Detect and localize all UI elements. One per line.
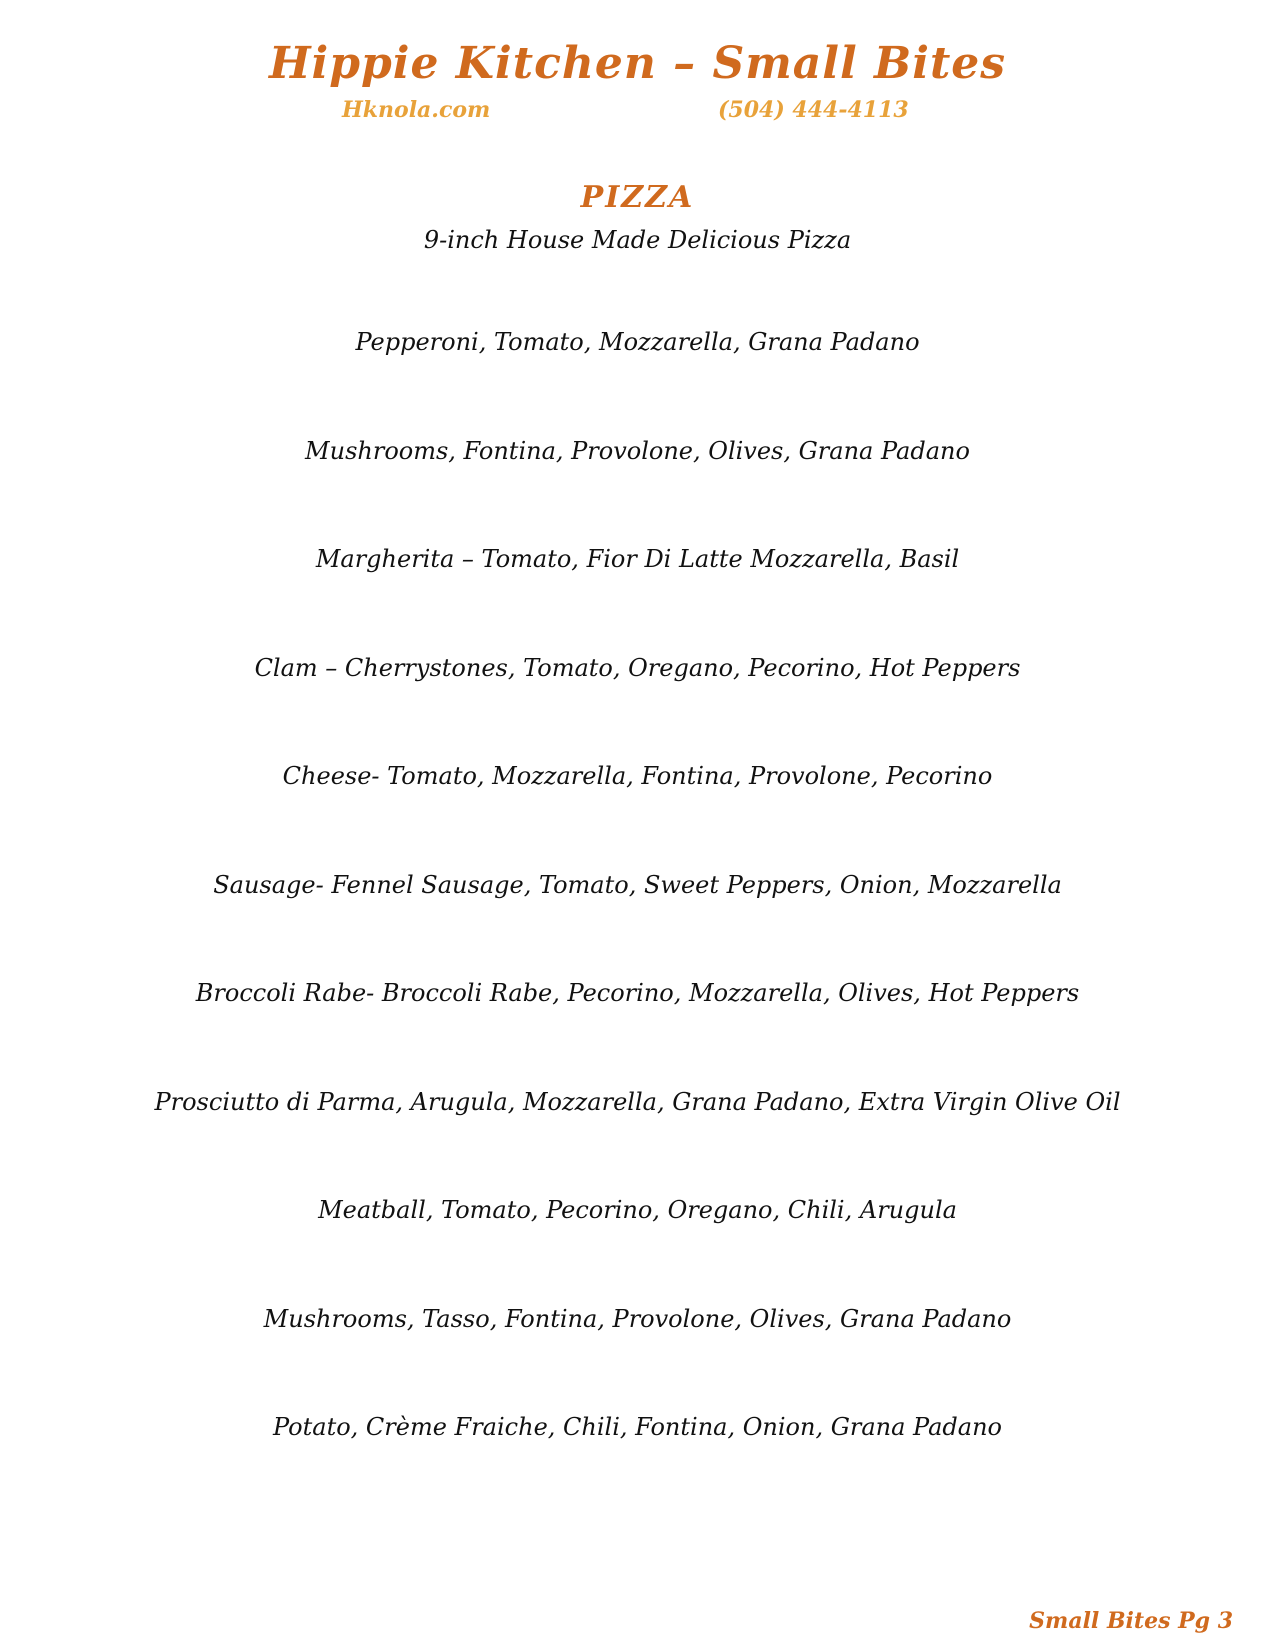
page-footer: Small Bites Pg 3 [1029, 1608, 1233, 1634]
pizza-item: Margherita – Tomato, Fior Di Latte Mozzarella, Basil [315, 545, 960, 573]
pizza-item: Mushrooms, Tasso, Fontina, Provolone, Olives, Grana Padano [263, 1304, 1012, 1333]
pizza-item: Meatball, Tomato, Pecorino, Oregano, Chili, Arugula [318, 1196, 957, 1224]
pizza-item: Pepperoni, Tomato, Mozzarella, Grana Padano [355, 328, 920, 356]
pizza-item: Sausage- Fennel Sausage, Tomato, Sweet Peppers, Onion, Mozzarella [213, 870, 1062, 899]
pizza-item: Broccoli Rabe- Broccoli Rabe, Pecorino, Mozzarella, Olives, Hot Peppers [195, 979, 1080, 1007]
pizza-item: Mushrooms, Fontina, Provolone, Olives, Grana Padano [305, 436, 970, 465]
phone-number: (504) 444-4113 [718, 97, 909, 123]
pizza-item: Clam – Cherrystones, Tomato, Oregano, Pecorino, Hot Peppers [254, 653, 1021, 682]
section-title: PIZZA [580, 180, 695, 215]
section-subtitle: 9-inch House Made Delicious Pizza [423, 226, 852, 254]
pizza-item: Prosciutto di Parma, Arugula, Mozzarella, Grana Padano, Extra Virgin Olive Oil [154, 1087, 1121, 1116]
pizza-item: Potato, Crème Fraiche, Chili, Fontina, Onion, Grana Padano [273, 1413, 1002, 1441]
pizza-list [0, 328, 1275, 1522]
website-text: Hknola.com [342, 97, 491, 123]
pizza-item: Cheese- Tomato, Mozzarella, Fontina, Provolone, Pecorino [282, 762, 993, 790]
menu-title: Hippie Kitchen – Small Bites [268, 38, 1007, 89]
